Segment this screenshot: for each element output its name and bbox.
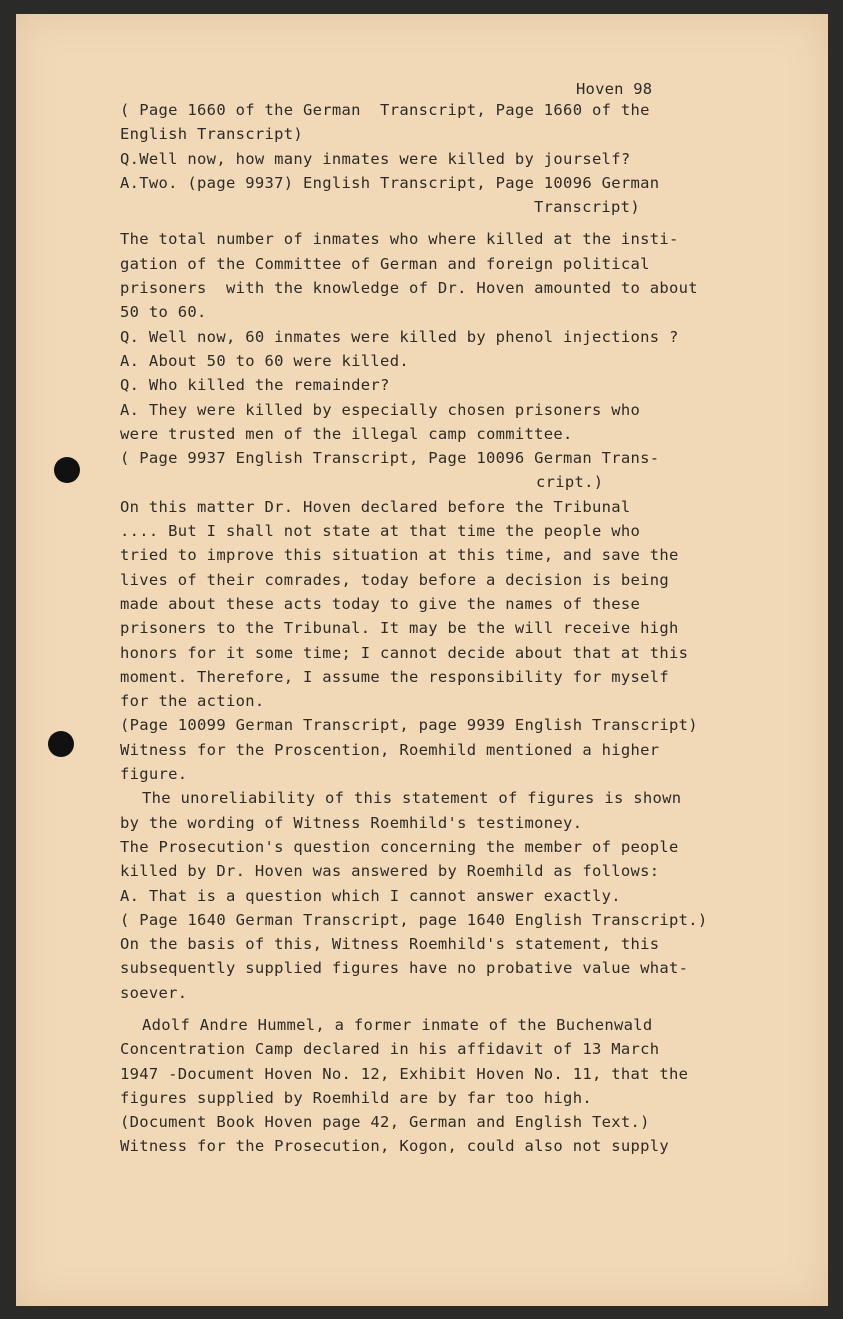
- text-line: made about these acts today to give the names of these: [120, 594, 641, 613]
- text-line: figure.: [120, 765, 188, 784]
- text-line: Concentration Camp declared in his affidavit of 13 March: [120, 1040, 660, 1059]
- text-line: (Page 10099 German Transcript, page 9939 English Transcript): [120, 716, 698, 735]
- text-line: Q. Who killed the remainder?: [120, 376, 390, 395]
- text-line: (Document Book Hoven page 42, German and English Text.): [120, 1113, 650, 1132]
- text-line: ( Page 9937 English Transcript, Page 10096 German Trans-: [120, 449, 660, 468]
- text-line: Witness for the Proscention, Roemhild mentioned a higher: [120, 740, 660, 759]
- text-line: cript.): [536, 473, 604, 492]
- text-line: for the action.: [120, 692, 265, 711]
- text-line: A. They were killed by especially chosen prisoners who: [120, 400, 641, 419]
- text-line: .... But I shall not state at that time the people who: [120, 522, 641, 541]
- text-line: A. About 50 to 60 were killed.: [120, 351, 409, 370]
- text-line: prisoners to the Tribunal. It may be the will receive high: [120, 619, 679, 638]
- text-line: ( Page 1660 of the German Transcript, Page 1660 of the: [120, 101, 650, 119]
- text-line: The Prosecution's question concerning the member of people: [120, 837, 679, 856]
- text-line: English Transcript): [120, 125, 304, 144]
- document-page: [16, 14, 828, 1306]
- page-header: Hoven 98: [576, 80, 653, 98]
- text-line: Adolf Andre Hummel, a former inmate of the Buchenwald: [142, 1015, 653, 1034]
- text-line: Transcript): [534, 198, 640, 217]
- text-line: Q. Well now, 60 inmates were killed by phenol injections ?: [120, 327, 679, 346]
- punch-hole-bottom: [48, 731, 74, 757]
- text-line: The total number of inmates who where killed at the insti-: [120, 230, 679, 249]
- text-line: ( Page 1640 German Transcript, page 1640 English Transcript.): [120, 910, 708, 929]
- text-line: gation of the Committee of German and foreign political: [120, 254, 650, 273]
- text-line: killed by Dr. Hoven was answered by Roemhild as follows:: [120, 862, 660, 881]
- text-line: soever.: [120, 983, 188, 1002]
- document-body: [120, 98, 760, 1159]
- punch-hole-top: [54, 457, 80, 483]
- text-line: by the wording of Witness Roemhild's testimoney.: [120, 813, 583, 832]
- text-line: On the basis of this, Witness Roemhild's statement, this: [120, 935, 660, 954]
- text-line: honors for it some time; I cannot decide about that at this: [120, 643, 689, 662]
- text-line: were trusted men of the illegal camp committee.: [120, 424, 573, 443]
- text-line: prisoners with the knowledge of Dr. Hoven amounted to about: [120, 279, 698, 298]
- text-line: subsequently supplied figures have no probative value what-: [120, 959, 689, 978]
- text-line: lives of their comrades, today before a decision is being: [120, 570, 670, 589]
- text-line: tried to improve this situation at this time, and save the: [120, 546, 679, 565]
- text-line: On this matter Dr. Hoven declared before the Tribunal: [120, 497, 631, 516]
- text-line: Witness for the Prosecution, Kogon, could also not supply: [120, 1137, 670, 1156]
- text-line: figures supplied by Roemhild are by far too high.: [120, 1088, 592, 1107]
- text-line: 50 to 60.: [120, 303, 207, 322]
- text-line: The unoreliability of this statement of figures is shown: [142, 789, 682, 808]
- text-line: Q.Well now, how many inmates were killed by jourself?: [120, 149, 631, 168]
- text-line: A.Two. (page 9937) English Transcript, Page 10096 German: [120, 173, 660, 192]
- text-line: A. That is a question which I cannot answer exactly.: [120, 886, 621, 905]
- text-line: 1947 -Document Hoven No. 12, Exhibit Hoven No. 11, that the: [120, 1064, 689, 1083]
- text-line: moment. Therefore, I assume the responsibility for myself: [120, 667, 670, 686]
